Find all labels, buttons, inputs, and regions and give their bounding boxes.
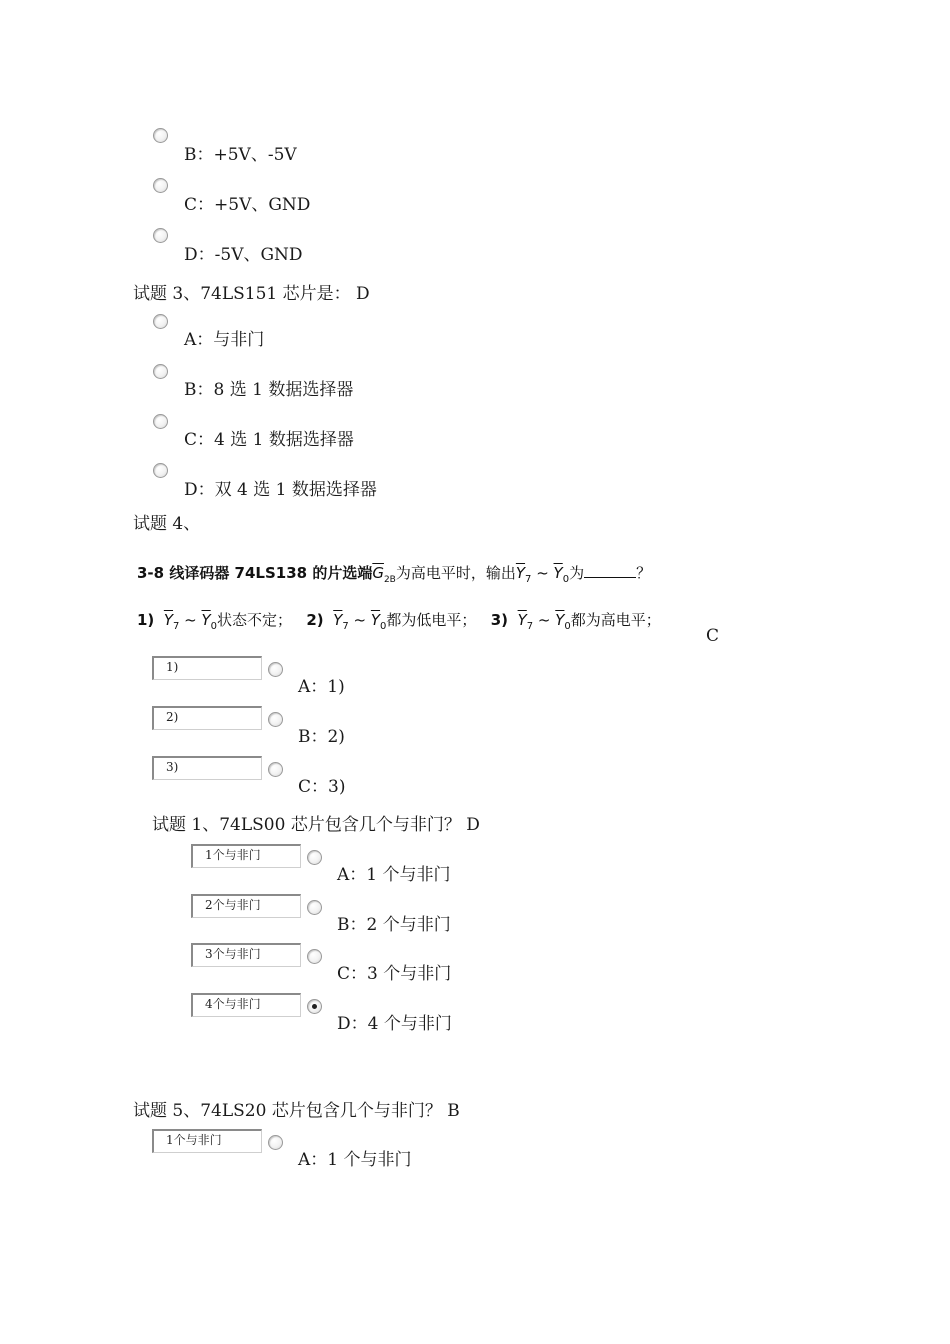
q2-option-b-label: B：+5V、-5V	[184, 145, 297, 165]
q4-choices: 1) $\overline{Y}_7$ ~ $\overline{Y}_0$状态不定； 2) $\overline{Y}_7$ ~ $\overline{Y}_0$都为低电平； 3) $\overline{Y}_7$ ~ $\overline{Y}_0$都为高电平；	[137, 611, 661, 632]
q4-option-b-box: 2)	[152, 706, 262, 730]
q4-choice-3-text: 都为高电平；	[570, 611, 661, 629]
q3-option-d-radio[interactable]	[153, 463, 168, 478]
q4-option-a-label: A：1)	[298, 677, 345, 697]
q4-y7-subscript: 7	[525, 574, 532, 585]
q4-option-b-label: B：2)	[298, 727, 345, 747]
q4-stem-suffix: 为	[569, 564, 585, 582]
q2-option-d-label: D：-5V、GND	[184, 245, 303, 265]
q3-option-a-label: A：与非门	[184, 330, 265, 350]
q1-option-a-radio[interactable]	[307, 850, 322, 865]
q4-choice-3-num: 3)	[490, 611, 509, 629]
q4-option-a-box: 1)	[152, 656, 262, 680]
q4-y7-symbol: $\overline{Y}$	[515, 564, 526, 582]
q2-option-c-label: C：+5V、GND	[184, 195, 311, 215]
q1-option-c-radio[interactable]	[307, 949, 322, 964]
q4-choice-2-num: 2)	[306, 611, 324, 629]
q4-option-c-radio[interactable]	[268, 762, 283, 777]
q4-blank	[584, 563, 636, 578]
q5-title: 试题 5、74LS20 芯片包含几个与非门？ B	[133, 1101, 460, 1121]
q1-option-c-box: 3个与非门	[191, 943, 301, 967]
q4-stem	[137, 562, 651, 585]
q1-option-d-label: D：4 个与非门	[337, 1014, 452, 1034]
q4-choice-1-num: 1)	[137, 611, 155, 629]
q4-g-symbol: $\overline{G}$	[372, 564, 384, 582]
q4-tilde: ~	[531, 564, 554, 582]
q3-option-b-radio[interactable]	[153, 364, 168, 379]
q3-title: 试题 3、74LS151 芯片是： D	[133, 284, 370, 304]
q5-option-a-label: A：1 个与非门	[298, 1150, 412, 1170]
q3-option-c-label: C：4 选 1 数据选择器	[184, 430, 354, 450]
q4-option-c-label: C：3)	[298, 777, 346, 797]
q4-option-a-radio[interactable]	[268, 662, 283, 677]
q3-option-c-radio[interactable]	[153, 414, 168, 429]
q3-option-a-radio[interactable]	[153, 314, 168, 329]
q4-answer: C	[706, 626, 720, 646]
q2-option-d-radio[interactable]	[153, 228, 168, 243]
q1-option-b-label: B：2 个与非门	[337, 915, 451, 935]
q1-option-b-radio[interactable]	[307, 900, 322, 915]
q4-stem-end: ？	[636, 564, 652, 582]
q4-option-c-box: 3)	[152, 756, 262, 780]
q2-option-c-radio[interactable]	[153, 178, 168, 193]
q2-option-b-radio[interactable]	[153, 128, 168, 143]
q4-y0-subscript: 0	[562, 574, 570, 585]
q4-choice-1-text: 状态不定；	[217, 611, 293, 629]
q1-option-a-label: A：1 个与非门	[337, 865, 451, 885]
q1-option-a-box: 1个与非门	[191, 844, 301, 868]
q1-title: 试题 1、74LS00 芯片包含几个与非门？ D	[152, 815, 480, 835]
q1-option-d-box: 4个与非门	[191, 993, 301, 1017]
q4-y0-symbol: $\overline{Y}$	[553, 564, 563, 582]
q4-title: 试题 4、	[133, 514, 201, 534]
q1-option-c-label: C：3 个与非门	[337, 964, 452, 984]
q4-choice-2-text: 都为低电平；	[386, 611, 477, 629]
q1-option-d-radio-selected[interactable]	[307, 999, 322, 1014]
q4-stem-prefix: 3-8 线译码器 74LS138 的片选端	[137, 564, 373, 582]
q4-g-subscript: 2B	[383, 575, 396, 585]
q5-option-a-radio[interactable]	[268, 1135, 283, 1150]
q4-option-b-radio[interactable]	[268, 712, 283, 727]
q3-option-d-label: D：双 4 选 1 数据选择器	[184, 480, 377, 500]
q5-option-a-box: 1个与非门	[152, 1129, 262, 1153]
q1-option-b-box: 2个与非门	[191, 894, 301, 918]
q4-stem-mid: 为高电平时，输出	[395, 564, 516, 582]
q3-option-b-label: B：8 选 1 数据选择器	[184, 380, 354, 400]
